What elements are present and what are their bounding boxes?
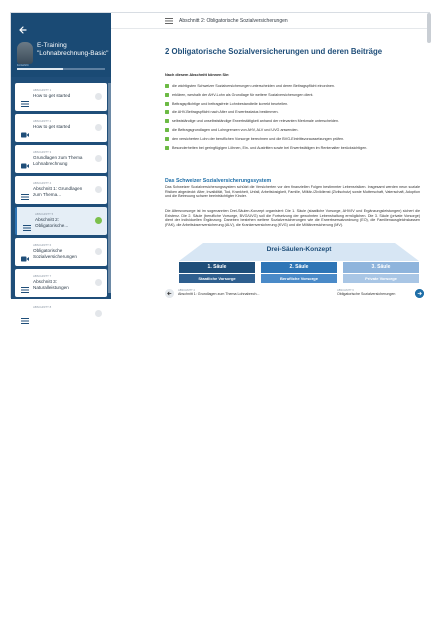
- paragraph: Das Schweizer Sozialversicherungssystem schützt die Versicherten vor den finanziellen Folgen bestimmter Lebensrisiken. Insgesamt werden neun soziale Risiken abgedeckt: Alter, Invalidität, Tod, Krankheit, Unfall, Arbeitslosigkeit, Familie, Militär-/Zivildienst (Zivilschutz) sowie Mutterschaft, Vaterschaft, Adoption und die Betreuung schwer beeinträchtigter Kinder.: [165, 185, 420, 199]
- sidebar-item-section-7[interactable]: [15, 269, 107, 297]
- goal-text: Beitragspflichtige und beitragsfreie Lohnbestandteile korrekt beurteilen.: [172, 101, 289, 106]
- sidebar-item-label: How to get started: [33, 124, 71, 129]
- sidebar-item-section-4[interactable]: [15, 176, 107, 204]
- video-icon: [21, 249, 29, 255]
- checkbox-checked-icon: [165, 146, 169, 150]
- goal-text: erklären, weshalb der AHV-Lohn als Grundlage für weitere Sozialversicherungen dient.: [172, 92, 314, 97]
- goal-text: Besonderheiten bei geringfügigen Löhnen, Ein- und Austritten sowie bei Erwerbstätigen im Rentenalter berücksichtigen.: [172, 145, 368, 150]
- content-header: [111, 13, 431, 29]
- goal-text: die AHV-Beitragspflicht nach Alter und Erwerbsstatus bestimmen.: [172, 110, 279, 115]
- goal-text: selbstständige und unselbstständige Erwerbstätigkeit anhand der relevanten Merkmale unterscheiden.: [172, 119, 340, 124]
- goal-text: die Beitragsgrundlagen und Lohngrenzen von AHV, ALV und UVG anwenden.: [172, 127, 299, 132]
- paragraph: Die Altersvorsorge ist im sogenannten Drei-Säulen-Konzept organisiert: Die 1. Säule (staatliche Vorsorge, AHV/IV und Ergänzungsleistungen) sichert die Existenz. Die 2. Säule (berufliche Vorsorge, BVG/UVG) soll die Fortsetzung der gewohnten Lebenshaltung ermöglichen. Die 3. Säule (private Vorsorge) dient der individuellen Ergänzung. Daneben bestehen weitere Sozialversicherungen wie die Erwerbsersatzordnung (EO), die Familienausgleichskassen (FAK), die Arbeitslosenversicherung (ALV), die Krankenversicherung (KVG) und die Militärversicherung (MV).: [165, 209, 420, 228]
- status-circle: [95, 217, 102, 224]
- status-circle: [95, 155, 102, 162]
- checkbox-checked-icon: [165, 128, 169, 132]
- sidebar-item-label: Abschnitt 1: Grundlagen zum Thema...: [33, 186, 83, 197]
- sidebar-item-section-2[interactable]: [15, 114, 107, 142]
- course-title: E-Training: [37, 42, 67, 49]
- status-circle: [95, 310, 102, 317]
- pillar-1: 1. Säule: [179, 262, 255, 273]
- prev-section-kicker: ABSCHNITT 4: [178, 289, 195, 292]
- sidebar-item-kicker: ABSCHNITT 6: [33, 243, 52, 247]
- list-icon: [21, 187, 29, 193]
- list-item: [165, 110, 420, 119]
- pillar-3: 3. Säule: [343, 262, 419, 273]
- prev-section-button[interactable]: [165, 289, 174, 298]
- list-item: [165, 128, 420, 137]
- course-subtitle: "Lohnabrechnung-Basic": [37, 50, 109, 57]
- status-circle: [95, 248, 102, 255]
- diagram-title: Drei-Säulen-Konzept: [266, 246, 332, 253]
- sidebar-item-label: Abschnitt 2: Obligatorische...: [35, 217, 69, 228]
- sidebar-item-kicker: ABSCHNITT 2: [33, 119, 52, 123]
- sidebar-header: [11, 13, 111, 77]
- sidebar: [11, 13, 111, 309]
- three-pillar-diagram: [179, 243, 419, 289]
- back-arrow-icon[interactable]: [18, 25, 28, 35]
- sidebar-item-kicker: ABSCHNITT 7: [33, 274, 52, 278]
- section-list: [15, 83, 107, 331]
- app-window: [10, 12, 430, 309]
- sidebar-item-kicker: ABSCHNITT 8: [33, 305, 52, 309]
- goal-text: den versicherten Lohn der beruflichen Vorsorge berechnen und die BVG-Eintrittsvoraussetzungen prüfen.: [172, 136, 345, 141]
- next-section-kicker: ABSCHNITT 6: [337, 289, 354, 292]
- pillar-2: 2. Säule: [261, 262, 337, 273]
- pillar-2-caption: Berufliche Vorsorge: [261, 274, 337, 283]
- status-circle: [95, 124, 102, 131]
- video-icon: [21, 156, 29, 162]
- sidebar-item-section-8[interactable]: [15, 300, 107, 328]
- sidebar-item-section-3[interactable]: [15, 145, 107, 173]
- progress-bar-fill: [17, 68, 63, 70]
- checkbox-checked-icon: [165, 84, 169, 88]
- status-circle: [95, 93, 102, 100]
- list-icon: [21, 311, 29, 317]
- sidebar-item-kicker: ABSCHNITT 3: [33, 150, 52, 154]
- checkbox-checked-icon: [165, 119, 169, 123]
- sidebar-item-label: Grundlagen zum Thema Lohnabrechnung: [33, 155, 83, 166]
- list-icon: [23, 218, 31, 224]
- list-item: [165, 119, 420, 128]
- goal-text: die wichtigsten Schweizer Sozialversicherungen unterscheiden und deren Beitragspflicht einordnen.: [172, 84, 335, 88]
- next-section-link[interactable]: Obligatorische Sozialversicherungen: [337, 292, 396, 296]
- list-icon: [21, 280, 29, 286]
- top-strip: [0, 0, 443, 12]
- next-section-button[interactable]: [415, 289, 424, 298]
- progress-label: Fortschritt: [17, 64, 29, 67]
- learning-goals-list: [165, 84, 420, 154]
- video-icon: [21, 125, 29, 131]
- sidebar-item-kicker: ABSCHNITT 5: [35, 212, 54, 216]
- menu-icon[interactable]: [165, 18, 173, 24]
- breadcrumb: Abschnitt 2: Obligatorische Sozialversicherungen: [179, 18, 288, 24]
- checkbox-checked-icon: [165, 110, 169, 114]
- section-navigation: [165, 289, 425, 299]
- prev-section-link[interactable]: Abschnitt 1: Grundlagen zum Thema Lohnabrech...: [178, 292, 260, 296]
- sidebar-item-section-1[interactable]: [15, 83, 107, 111]
- section-heading: Das Schweizer Sozialversicherungssystem: [165, 178, 272, 184]
- course-avatar: [17, 42, 33, 64]
- progress-bar: [17, 68, 105, 70]
- list-icon: [21, 94, 29, 100]
- content-scrollbar[interactable]: [427, 13, 431, 43]
- list-item: [165, 93, 420, 102]
- goals-heading: Nach diesem Abschnitt können Sie:: [165, 73, 230, 77]
- list-item: [165, 146, 420, 155]
- checkbox-checked-icon: [165, 137, 169, 141]
- sidebar-item-label: Obligatorische Sozialversicherungen: [33, 248, 77, 259]
- list-item: [165, 84, 420, 93]
- checkbox-checked-icon: [165, 93, 169, 97]
- list-item: [165, 137, 420, 146]
- checkbox-checked-icon: [165, 102, 169, 106]
- status-circle: [95, 279, 102, 286]
- sidebar-item-section-6[interactable]: [15, 238, 107, 266]
- pillar-3-caption: Private Vorsorge: [343, 274, 419, 283]
- status-circle: [95, 186, 102, 193]
- sidebar-item-kicker: ABSCHNITT 4: [33, 181, 52, 185]
- main-content: [111, 13, 431, 299]
- sidebar-item-section-5[interactable]: [15, 207, 107, 235]
- list-item: [165, 102, 420, 111]
- page-title: 2 Obligatorische Sozialversicherungen und deren Beiträge: [165, 47, 383, 56]
- sidebar-item-label: Abschnitt 3: Naturalleistungen: [33, 279, 69, 290]
- pillar-1-caption: Staatliche Vorsorge: [179, 274, 255, 283]
- sidebar-item-kicker: ABSCHNITT 1: [33, 88, 52, 92]
- sidebar-item-label: How to get started: [33, 93, 71, 98]
